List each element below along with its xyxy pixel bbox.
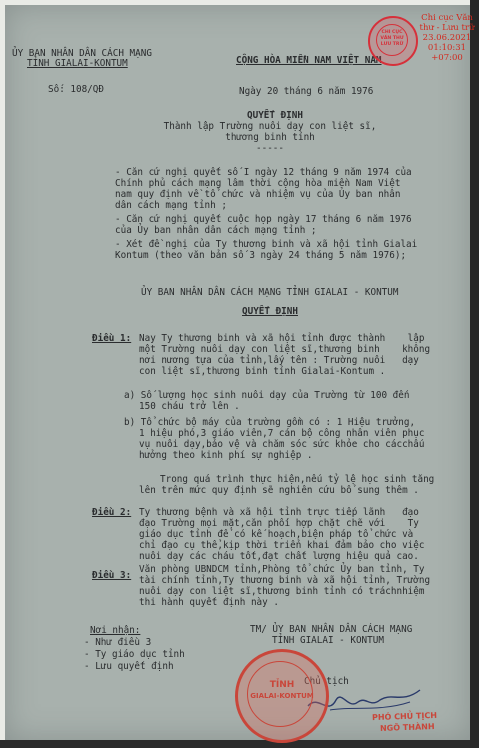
article1-label: Điều 1: <box>92 333 132 344</box>
article3-label: Điều 3: <box>92 570 132 581</box>
title-dashes: ----- <box>256 143 284 154</box>
article2-line: chỉ đạo cụ thể,kịp thời triển khai đảm bảo cho việc <box>139 540 425 551</box>
article2-line: giáo dục tỉnh để có kế hoạch,biện pháp tổ chức và <box>139 529 414 540</box>
article1-line: nơi nương tựa của tỉnh,lấy tên : Trường nuôi dạy <box>139 355 419 366</box>
scan-edge-right <box>470 0 479 748</box>
title-subject-line2: thương binh tỉnh <box>225 132 315 143</box>
article2-line: nuôi dạy các cháu tốt,đạt chất lượng hiệu quả cao. <box>139 551 419 562</box>
digital-signature-stamp: Chi cục Văn thư - Lưu trữ 23.06.2021 01:10:31 +07:00 <box>419 13 475 63</box>
article2-line: Ty thương bệnh và xã hội tỉnh trực tiếp lãnh đạo <box>139 507 419 518</box>
signature-title: Chủ tịch <box>304 676 349 687</box>
signature-org-line2: TỈNH GIALAI - KONTUM <box>272 635 384 646</box>
preamble-line: nam quy định về tổ chức và nhiệm vụ của Ủy ban nhân <box>115 189 401 200</box>
signature-org-line1: TM/ ỦY BAN NHÂN DÂN CÁCH MẠNG <box>250 624 413 635</box>
article1-point-a-line: a) Số lượng học sinh nuôi dạy của Trường từ 100 đến <box>124 390 410 401</box>
scan-edge-bottom <box>0 740 479 748</box>
recipient-item: - Lưu quyết định <box>84 661 174 672</box>
official-seal-stamp: TỈNH GIALAI-KONTUM <box>235 649 329 743</box>
title-subject-line1: Thành lập Trường nuôi dạy con liệt sĩ, <box>163 121 377 132</box>
preamble-line: Kontum (theo văn bản số 3 ngày 24 tháng 5 năm 1976); <box>115 250 407 261</box>
article3-line: tài chính tỉnh,Ty thương binh và xã hội tỉnh, Trường <box>139 575 431 586</box>
recipient-item: - Ty giáo dục tỉnh <box>84 649 185 660</box>
article1-line: Nay Ty thương binh và xã hội tỉnh được thành lập <box>139 333 425 344</box>
document-number: Số: 108/QĐ <box>48 84 104 95</box>
article1-point-b-line: 1 hiệu phó,3 giáo viên,7 cán bộ công nhân viên phục <box>139 428 425 439</box>
article3-line: thi hành quyết định này . <box>139 597 279 608</box>
committee-heading: ỦY BAN NHÂN DÂN CÁCH MẠNG TỈNH GIALAI - KONTUM <box>141 287 399 298</box>
preamble-line: Chính phủ cách mạng lâm thời cộng hòa miền Nam Việt <box>115 178 401 189</box>
document-date: Ngày 20 tháng 6 năm 1976 <box>239 86 374 97</box>
recipient-item: - Như điều 3 <box>84 637 152 648</box>
article1-extra-line: lên trên mức quy định sẽ nghiên cứu bổ sung thêm . <box>139 485 419 496</box>
preamble-line: - Căn cứ nghị quyết số I ngày 12 tháng 9 năm 1974 của <box>115 167 412 178</box>
signer-stamp-name: NGÔ THÀNH <box>379 722 435 733</box>
decides-heading: QUYẾT ĐỊNH <box>242 306 298 317</box>
article3-line: nuôi dạy con liệt sĩ,thương binh tỉnh có tráchnhiệm <box>139 586 425 597</box>
article1-point-b-line: b) Tổ chức bộ máy của trường gồm có : 1 Hiệu trưởng, <box>124 417 416 428</box>
article2-line: đạo Trường mọi mặt,căn phối hợp chặt chẽ với Ty <box>139 518 419 529</box>
archive-stamp: CHI CỤC VĂN THƯ LƯU TRỮ <box>368 16 418 66</box>
preamble-line: dân cách mạng tỉnh ; <box>115 200 227 211</box>
preamble-line: - Xét đề nghị của Ty thương binh và xã hội tỉnh Gialai <box>115 239 418 250</box>
article1-point-b-line: vụ nuôi dạy,bảo vệ và chăm sóc sức khỏe cho cácchấu <box>139 439 425 450</box>
header-org-line2: TỈNH GIALAI-KONTUM <box>27 58 128 69</box>
article1-extra-line: Trong quá trình thực hiện,nếu tỷ lệ học sinh tăng <box>160 474 435 485</box>
article1-point-b-line: hưởng theo kinh phí sự nghiệp . <box>139 450 313 461</box>
recipients-title: Nơi nhận: <box>90 625 141 636</box>
article1-line: một Trường nuôi dạy con liệt sĩ,thương binh không <box>139 344 431 355</box>
preamble-line: - Căn cứ nghị quyết cuộc họp ngày 17 tháng 6 năm 1976 <box>115 214 412 225</box>
preamble-line: của Ủy ban nhân dân cách mạng tỉnh ; <box>115 225 317 236</box>
signer-stamp-title: PHÓ CHỦ TỊCH <box>371 710 438 723</box>
article3-line: Văn phòng UBNDCM tỉnh,Phòng tổ chức Ủy ban tỉnh, Ty <box>139 564 425 575</box>
article2-label: Điều 2: <box>92 507 132 518</box>
article1-line: con liệt sĩ,thương binh tỉnh Gialai-Kontum . <box>139 366 386 377</box>
title-decision: QUYẾT ĐỊNH <box>247 110 303 121</box>
header-org-line1: ỦY BAN NHÂN DÂN CÁCH MẠNG <box>12 48 152 59</box>
article1-point-a-line: 150 cháu trở lên . <box>139 401 240 412</box>
header-country: CỘNG HÒA MIỀN NAM VIỆT NAM <box>236 55 382 66</box>
